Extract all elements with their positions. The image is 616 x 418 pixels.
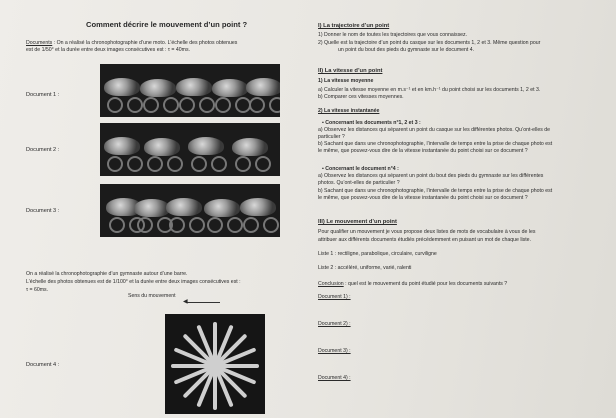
moto-image: [204, 199, 240, 217]
page-title: Comment décrire le mouvement d’un point ?: [86, 20, 248, 29]
motion-arrow-icon: [186, 302, 220, 303]
moto-image: [104, 137, 140, 155]
wheel-shape: [235, 156, 251, 172]
wheel-shape: [191, 156, 207, 172]
moto-image: [104, 78, 140, 96]
wheel-shape: [107, 156, 123, 172]
wheel-shape: [147, 156, 163, 172]
wheel-shape: [249, 97, 265, 113]
doc-4-b: b) Sachant que dans une chronophotographie, l’intervalle de temps entre la prise de chaque photo est: [318, 188, 553, 194]
word-list-2: Liste 2 : accéléré, uniforme, varié, ralenti: [318, 265, 412, 271]
wheel-shape: [269, 97, 280, 113]
section-3-p1: Pour qualifier un mouvement je vous propose deux listes de mots de vocabulaire à vous de les: [318, 229, 536, 235]
gymnast-photo: [165, 314, 265, 414]
moto-photo-3: [100, 184, 280, 237]
wheel-shape: [207, 217, 223, 233]
section-2-1b: b) Comparer ces vitesses moyennes.: [318, 94, 404, 100]
moto-photo-1: [100, 64, 280, 117]
gym-intro-3: τ = 60ms.: [26, 287, 49, 293]
wheel-shape: [169, 217, 185, 233]
wheel-shape: [263, 217, 279, 233]
wheel-shape: [127, 156, 143, 172]
section-1-q1: 1) Donner le nom de toutes les trajectoires que vous connaissez.: [318, 32, 468, 38]
intro-line-1: Documents : On a réalisé la chronophotographie d’une moto. L’échelle des photos obtenues: [26, 40, 238, 46]
moto-image: [212, 79, 248, 97]
answer-document-1: Document 1) :: [318, 294, 351, 300]
doc-4-a: a) Observez les distances qui séparent un point du bout des pieds du gymnaste sur les différentes: [318, 173, 544, 179]
gym-intro-1: On a réalisé la chronophotographie d’un gymnaste autour d’une barre.: [26, 271, 188, 277]
moto-image: [176, 78, 212, 96]
wheel-shape: [211, 156, 227, 172]
moto-image: [166, 198, 202, 216]
wheel-shape: [243, 217, 259, 233]
motion-direction-label: Sens du mouvement: [128, 293, 176, 299]
wheel-shape: [107, 97, 123, 113]
moto-image: [144, 138, 180, 156]
docs-123-a2: particulier ?: [318, 134, 345, 140]
document-4-label: Document 4 :: [26, 362, 60, 368]
document-3-label: Document 3 :: [26, 208, 60, 214]
section-2-title: II) La vitesse d’un point: [318, 68, 383, 74]
section-2-2-title: 2) La vitesse instantanée: [318, 108, 380, 114]
wheel-shape: [109, 217, 125, 233]
wheel-shape: [163, 97, 179, 113]
wheel-shape: [255, 156, 271, 172]
wheel-shape: [179, 97, 195, 113]
docs-123-a: a) Observez les distances qui séparent un point du casque sur les différentes photos. Qu’ont-elles de: [318, 127, 551, 133]
section-3-title: III) Le mouvement d’un point: [318, 219, 397, 225]
doc-4-b2: le même, que pouvez-vous dire de la vitesse instantanée du point choisi sur ce document ?: [318, 195, 528, 201]
moto-photo-2: [100, 123, 280, 176]
moto-image: [188, 137, 224, 155]
moto-image: [246, 78, 280, 96]
wheel-shape: [215, 97, 231, 113]
moto-image: [134, 199, 170, 217]
wheel-shape: [227, 217, 243, 233]
wheel-shape: [189, 217, 205, 233]
gym-intro-2: L’échelle des photos obtenues est de 1/100° et la durée entre deux images consécutives est :: [26, 279, 241, 285]
arrow-head-icon: ◀: [183, 299, 188, 305]
intro-line-2: est de 1/50° et la durée entre deux images consécutives est : τ = 40ms.: [26, 47, 191, 53]
moto-image: [232, 138, 268, 156]
document-2-label: Document 2 :: [26, 147, 60, 153]
docs-123-b: b) Sachant que dans une chronophotographie, l’intervalle de temps entre la prise de chaque photo est: [318, 141, 553, 147]
docs-123-b2: le même, que pouvez-vous dire de la vitesse instantanée du point choisi sur ce document ?: [318, 148, 528, 154]
answer-document-3: Document 3) :: [318, 348, 351, 354]
wheel-shape: [127, 97, 143, 113]
conclusion-line: Conclusion : quel est le mouvement du point étudié pour les documents suivants ?: [318, 281, 508, 287]
answer-document-2: Document 2) :: [318, 321, 351, 327]
docs-123-heading: ▪ Concernant les documents n°1, 2 et 3 :: [322, 120, 421, 126]
doc-4-a2: photos. Qu’ont-elles de particulier ?: [318, 180, 400, 186]
section-2-1-title: 1) La vitesse moyenne: [318, 78, 374, 84]
section-1-q2: 2) Quelle est la trajectoire d’un point du casque sur les documents 1, 2 et 3. Même question pour: [318, 40, 541, 46]
wheel-shape: [143, 97, 159, 113]
section-3-p2: attribuer aux différents documents étudiés précédemment en puisant un mot de chaque liste.: [318, 237, 532, 243]
moto-image: [240, 198, 276, 216]
moto-image: [140, 79, 176, 97]
wheel-shape: [137, 217, 153, 233]
section-2-1a: a) Calculer la vitesse moyenne en m.s⁻¹ et en km.h⁻¹ du point choisi sur les documents 1, 2 et 3.: [318, 87, 541, 93]
section-1-title: I) La trajectoire d’un point: [318, 23, 390, 29]
wheel-shape: [167, 156, 183, 172]
wheel-shape: [199, 97, 215, 113]
word-list-1: Liste 1 : rectiligne, parabolique, circulaire, curviligne: [318, 251, 437, 257]
section-1-q2b: un point du bout des pieds du gymnaste sur le document 4.: [338, 47, 475, 53]
document-1-label: Document 1 :: [26, 92, 60, 98]
answer-document-4: Document 4) :: [318, 375, 351, 381]
doc-4-heading: ▪ Concernant le document n°4 :: [322, 166, 399, 172]
